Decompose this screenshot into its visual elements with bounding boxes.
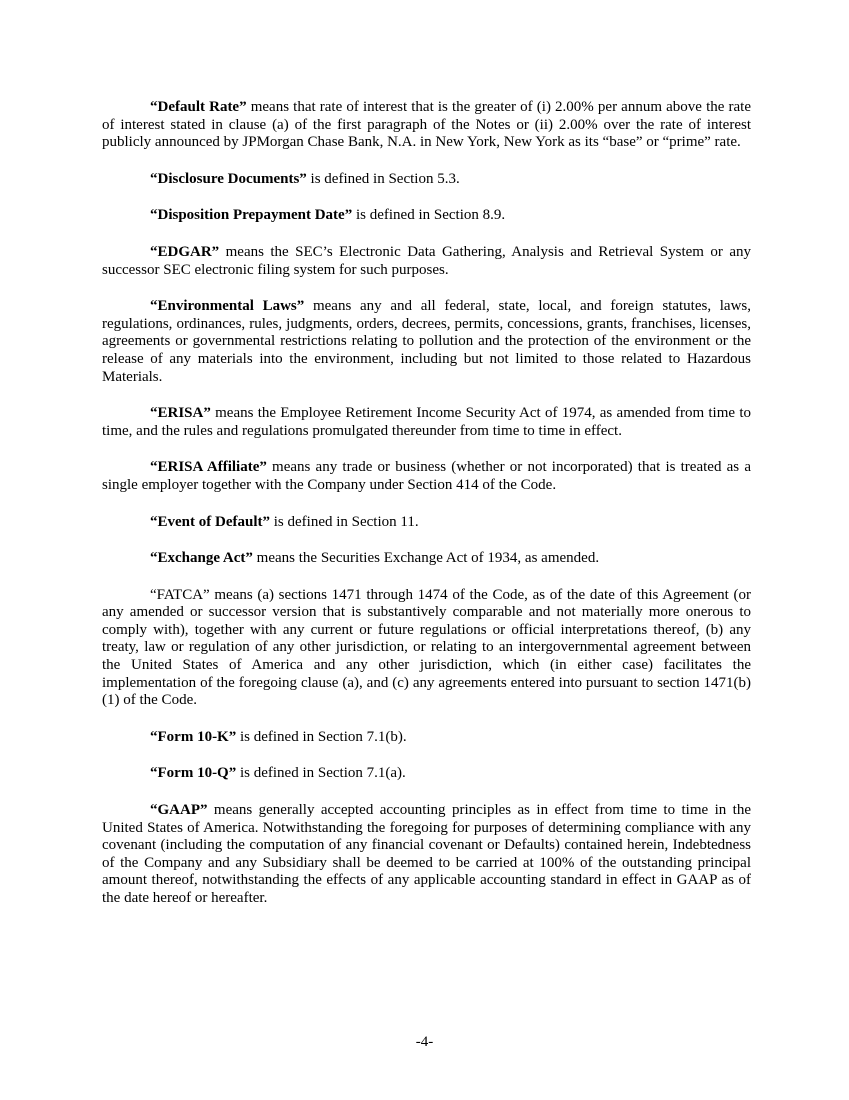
page-number: -4- <box>415 1034 434 1050</box>
defined-term: “Form 10-K” <box>150 728 237 745</box>
definition-exchange-act <box>102 550 751 568</box>
defined-term: “EDGAR” <box>150 243 220 260</box>
defined-term: “ERISA Affiliate” <box>150 459 267 476</box>
definition-environmental-laws <box>102 298 751 386</box>
definition-text: means the Securities Exchange Act of 1934, as amended. <box>252 550 600 567</box>
definition-edgar <box>102 244 751 279</box>
definition-text: means that rate of interest that is the greater of (i) 2.00% per annum above the rate of interest stated in clause (a) of the first paragraph of the Notes or (ii) 2.00% over the rate of interest publicly announced by JPMorgan Chase Bank, N.A. in New York, New York as its “base” or “prime” rate. <box>102 99 751 151</box>
defined-term: “Exchange Act” <box>150 550 253 567</box>
definition-gaap <box>102 802 751 908</box>
definition-disclosure-documents <box>102 171 751 189</box>
definition-text: means any trade or business (whether or not incorporated) that is treated as a single employer together with the Company under Section 414 of the Code. <box>102 459 751 493</box>
definition-text: is defined in Section 7.1(b). <box>236 728 407 745</box>
definition-form-10-q <box>102 765 751 783</box>
definition-disposition-prepayment-date <box>102 207 751 225</box>
defined-term: “Environmental Laws” <box>150 298 305 315</box>
definition-text: means (a) sections 1471 through 1474 of the Code, as of the date of this Agreement (or any amended or successor version that is substantively comparable and not materially more onerous to comply with), together with any current or future regulations or official interpretations thereof, (b) any treaty, law or regulation of any other jurisdiction, or relating to an intergovernmental agreement between the United States of America and any other jurisdiction, which (in either case) facilitates the implementation of the foregoing clause (a), and (c) any agreements entered into pursuant to section 1471(b)(1) of the Code. <box>102 586 751 709</box>
definition-text: is defined in Section 8.9. <box>352 207 506 224</box>
definition-text: means the SEC’s Electronic Data Gathering, Analysis and Retrieval System or any successor SEC electronic filing system for such purposes. <box>102 243 751 278</box>
definition-fatca <box>102 587 751 710</box>
definition-default-rate <box>102 99 751 152</box>
definition-erisa <box>102 405 751 440</box>
defined-term: “ERISA” <box>150 405 211 422</box>
defined-term: “Event of Default” <box>150 513 270 530</box>
defined-term: “GAAP” <box>150 802 208 819</box>
definition-text: means the Employee Retirement Income Security Act of 1974, as amended from time to time, and the rules and regulations promulgated thereunder from time to time in effect. <box>102 405 751 439</box>
defined-term: “Form 10-Q” <box>150 765 237 782</box>
definition-text: is defined in Section 5.3. <box>306 170 460 187</box>
defined-term: “Default Rate” <box>150 99 247 115</box>
definition-form-10-k <box>102 729 751 747</box>
definition-event-of-default <box>102 514 751 532</box>
defined-term: “Disposition Prepayment Date” <box>150 207 353 224</box>
definition-text: means any and all federal, state, local, and foreign statutes, laws, regulations, ordinances, rules, judgments, orders, decrees, permits, concessions, grants, franchises, licenses, agreements or governmental restrictions relating to pollution and the protection of the environment or the release of any materials into the environment, including but not limited to those related to Hazardous Materials. <box>102 298 752 385</box>
defined-term: “Disclosure Documents” <box>150 170 307 187</box>
definition-text: is defined in Section 7.1(a). <box>236 765 406 782</box>
definition-text: means generally accepted accounting principles as in effect from time to time in the United States of America. Notwithstanding the foregoing for purposes of determining compliance with any covenant (including the computation of any financial covenant or Defaults) contained herein, Indebtedness of the Company and any Subsidiary shall be deemed to be carried at 100% of the outstanding principal amount thereof, notwithstanding the effects of any applicable accounting standard in effect in GAAP as of the date hereof or hereafter. <box>102 802 751 906</box>
defined-term: “FATCA” <box>150 586 210 603</box>
definitions-list <box>102 99 751 908</box>
definition-text: is defined in Section 11. <box>270 513 419 530</box>
definition-erisa-affiliate <box>102 459 751 494</box>
